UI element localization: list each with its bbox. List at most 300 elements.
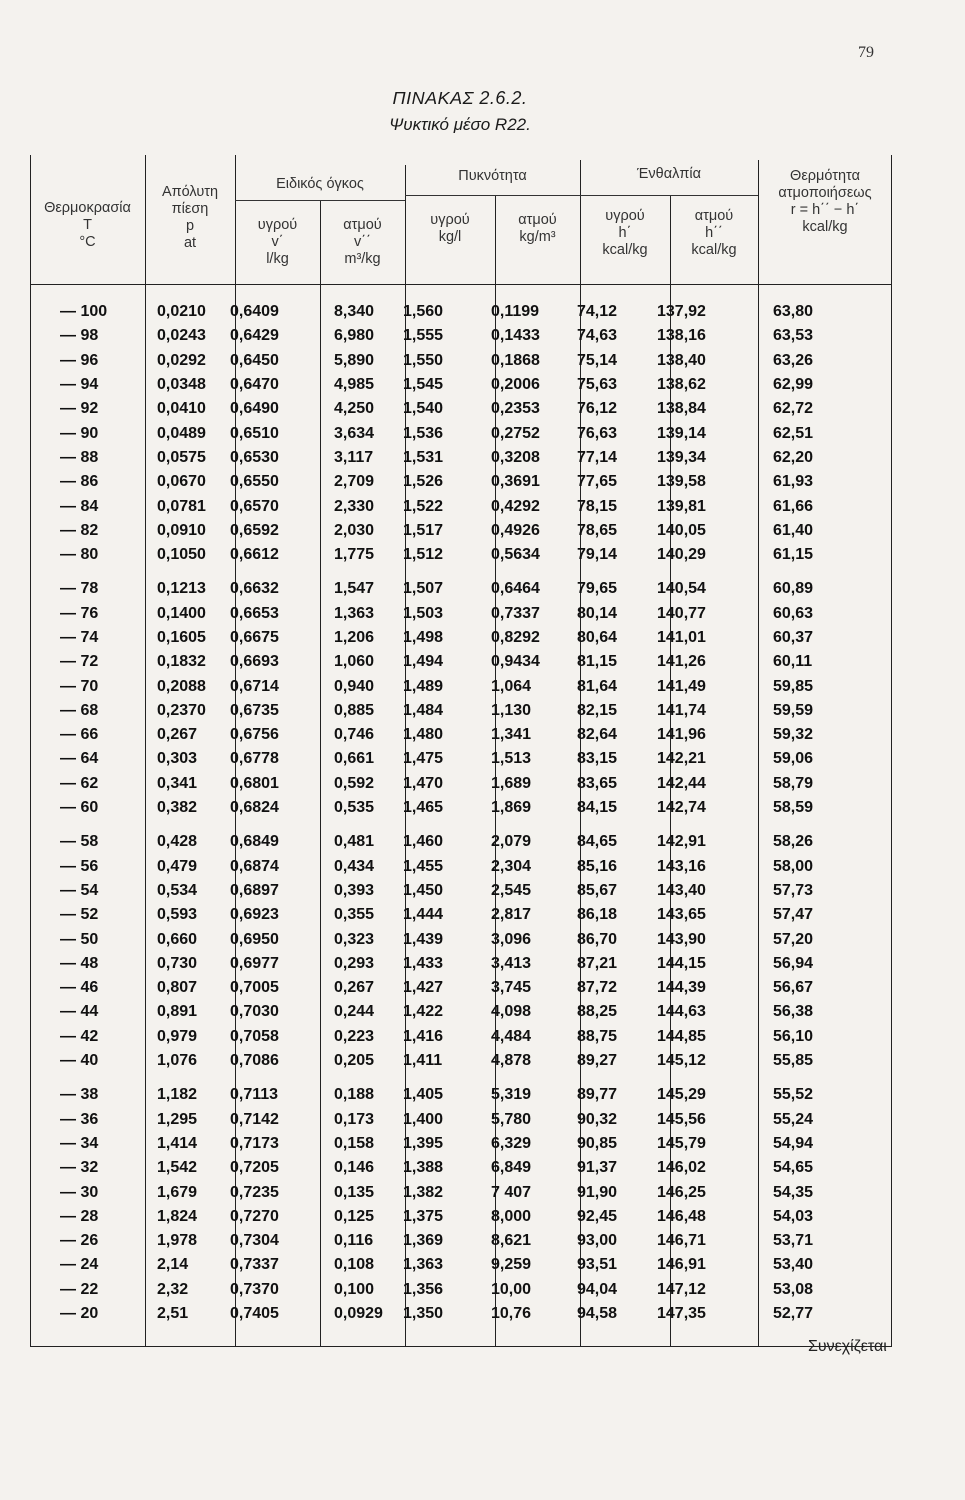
hdr-underline-enthalpy <box>580 195 758 196</box>
cell-specific-volume-vapor: 4,250 <box>334 400 375 418</box>
cell-density-vapor: 0,6464 <box>491 580 540 598</box>
cell-pressure: 1,542 <box>157 1159 198 1177</box>
table-row <box>30 927 892 951</box>
cell-enthalpy-liquid: 75,14 <box>577 351 618 369</box>
cell-temperature: — 90 <box>60 424 99 442</box>
cell-enthalpy-liquid: 79,14 <box>577 546 618 564</box>
cell-temperature: — 20 <box>60 1305 99 1323</box>
cell-density-vapor: 0,8292 <box>491 629 540 646</box>
cell-specific-volume-vapor: 8,340 <box>334 303 375 321</box>
cell-specific-volume-vapor: 0,100 <box>334 1280 375 1298</box>
cell-enthalpy-liquid: 75,63 <box>577 376 618 394</box>
cell-enthalpy-liquid: 76,63 <box>577 424 618 442</box>
table-row <box>30 830 892 854</box>
cell-density-vapor: 8,000 <box>491 1207 532 1225</box>
cell-density-liquid: 1,480 <box>403 726 444 744</box>
cell-density-vapor: 7 407 <box>491 1183 532 1201</box>
cell-specific-volume-liquid: 0,6897 <box>230 881 279 899</box>
cell-enthalpy-vapor: 140,77 <box>657 604 706 622</box>
cell-temperature: — 62 <box>60 774 99 792</box>
header-latent-heat-unit: kcal/kg <box>802 219 848 235</box>
cell-specific-volume-liquid: 0,6824 <box>230 799 279 817</box>
cell-specific-volume-liquid: 0,6735 <box>230 701 279 719</box>
cell-specific-volume-vapor: 2,709 <box>334 473 375 491</box>
cell-density-liquid: 1,465 <box>403 799 444 817</box>
cell-temperature: — 88 <box>60 448 99 466</box>
table-row <box>30 650 892 674</box>
cell-density-vapor: 2,817 <box>491 906 532 924</box>
cell-enthalpy-vapor: 144,63 <box>657 1003 706 1021</box>
cell-enthalpy-liquid: 79,65 <box>577 580 618 598</box>
cell-enthalpy-liquid: 80,14 <box>577 604 618 622</box>
cell-specific-volume-liquid: 0,6632 <box>230 580 279 598</box>
cell-enthalpy-vapor: 142,21 <box>657 750 706 768</box>
cell-temperature: — 80 <box>60 546 99 564</box>
cell-density-vapor: 0,2353 <box>491 400 540 418</box>
cell-density-vapor: 6,329 <box>491 1134 532 1152</box>
cell-latent-heat: 60,11 <box>773 653 813 671</box>
cell-density-liquid: 1,489 <box>403 677 444 695</box>
table-row <box>30 952 892 976</box>
cell-specific-volume-vapor: 2,330 <box>334 497 375 515</box>
cell-enthalpy-liquid: 86,70 <box>577 930 618 948</box>
cell-enthalpy-vapor: 146,91 <box>657 1256 706 1274</box>
cell-specific-volume-liquid: 0,7142 <box>230 1110 279 1128</box>
cell-pressure: 1,414 <box>157 1134 198 1152</box>
cell-density-liquid: 1,369 <box>403 1232 444 1250</box>
cell-enthalpy-liquid: 94,58 <box>577 1305 618 1323</box>
table-row <box>30 879 892 903</box>
cell-latent-heat: 56,38 <box>773 1003 814 1021</box>
cell-density-liquid: 1,498 <box>403 629 444 646</box>
cell-enthalpy-liquid: 78,65 <box>577 521 618 539</box>
cell-enthalpy-vapor: 143,40 <box>657 881 706 899</box>
cell-latent-heat: 61,93 <box>773 473 814 491</box>
cell-temperature: — 40 <box>60 1052 99 1070</box>
cell-specific-volume-vapor: 1,206 <box>334 629 375 646</box>
header-h-liquid-symbol: h΄ <box>618 225 632 241</box>
header-d-vapor <box>495 212 580 246</box>
cell-specific-volume-liquid: 0,7304 <box>230 1232 279 1250</box>
cell-density-vapor: 8,621 <box>491 1232 532 1250</box>
cell-density-liquid: 1,536 <box>403 424 444 442</box>
header-latent-heat <box>758 168 892 236</box>
table-row <box>30 976 892 1000</box>
cell-pressure: 0,2088 <box>157 677 206 695</box>
cell-latent-heat: 53,71 <box>773 1232 814 1250</box>
cell-latent-heat: 58,59 <box>773 799 814 817</box>
cell-specific-volume-vapor: 5,890 <box>334 351 375 369</box>
cell-temperature: — 56 <box>60 857 99 875</box>
table-row <box>30 324 892 348</box>
cell-enthalpy-vapor: 140,54 <box>657 580 706 598</box>
header-sv-liquid-label: υγρού <box>257 217 298 233</box>
header-pressure-label-2: πίεση <box>171 201 209 217</box>
cell-density-vapor: 0,1868 <box>491 351 540 369</box>
table-row <box>30 1205 892 1229</box>
cell-specific-volume-liquid: 0,6612 <box>230 546 279 564</box>
cell-enthalpy-vapor: 146,48 <box>657 1207 706 1225</box>
table-subtitle: Ψυκτικό μέσο R22. <box>389 115 531 134</box>
cell-temperature: — 78 <box>60 580 99 598</box>
cell-enthalpy-liquid: 82,64 <box>577 726 618 744</box>
cell-enthalpy-liquid: 86,18 <box>577 906 618 924</box>
cell-enthalpy-vapor: 141,74 <box>657 701 706 719</box>
cell-latent-heat: 55,52 <box>773 1086 814 1104</box>
cell-temperature: — 58 <box>60 833 99 851</box>
cell-pressure: 1,076 <box>157 1052 198 1070</box>
cell-density-vapor: 1,064 <box>491 677 532 695</box>
table-row <box>30 1049 892 1073</box>
header-h-vapor-symbol: h΄΄ <box>705 225 723 241</box>
cell-temperature: — 86 <box>60 473 99 491</box>
cell-enthalpy-vapor: 141,26 <box>657 653 706 671</box>
cell-latent-heat: 53,08 <box>773 1280 814 1298</box>
cell-latent-heat: 58,00 <box>773 857 814 875</box>
table-row <box>30 602 892 626</box>
cell-pressure: 0,534 <box>157 881 198 899</box>
table-row <box>30 397 892 421</box>
cell-pressure: 2,32 <box>157 1280 189 1298</box>
cell-latent-heat: 61,40 <box>773 521 814 539</box>
cell-temperature: — 74 <box>60 629 99 646</box>
table-row <box>30 349 892 373</box>
cell-latent-heat: 55,85 <box>773 1052 814 1070</box>
cell-latent-heat: 61,66 <box>773 497 814 515</box>
header-specific-volume: Ειδικός όγκος <box>276 176 364 192</box>
cell-density-liquid: 1,450 <box>403 881 444 899</box>
cell-specific-volume-liquid: 0,6450 <box>230 351 279 369</box>
cell-temperature: — 60 <box>60 799 99 817</box>
header-h-vapor-unit: kcal/kg <box>691 242 737 258</box>
header-temperature-label: Θερμοκρασία <box>44 200 131 216</box>
cell-pressure: 1,182 <box>157 1086 198 1104</box>
cell-specific-volume-liquid: 0,6693 <box>230 653 279 671</box>
cell-specific-volume-liquid: 0,7337 <box>230 1256 279 1274</box>
header-rule <box>30 284 892 285</box>
table-row <box>30 1253 892 1277</box>
header-sv-liquid-symbol: v΄ <box>271 234 284 250</box>
header-d-vapor-unit: kg/m³ <box>519 229 556 245</box>
cell-enthalpy-vapor: 144,15 <box>657 954 706 972</box>
cell-density-vapor: 0,5634 <box>491 546 540 564</box>
cell-enthalpy-vapor: 139,81 <box>657 497 706 515</box>
cell-enthalpy-liquid: 83,15 <box>577 750 618 768</box>
cell-enthalpy-liquid: 77,14 <box>577 448 618 466</box>
cell-enthalpy-vapor: 145,29 <box>657 1086 706 1104</box>
table-row <box>30 494 892 518</box>
cell-density-liquid: 1,517 <box>403 521 444 539</box>
cell-specific-volume-liquid: 0,6490 <box>230 400 279 418</box>
cell-pressure: 0,1832 <box>157 653 206 671</box>
table-row <box>30 699 892 723</box>
cell-enthalpy-liquid: 76,12 <box>577 400 618 418</box>
cell-latent-heat: 62,51 <box>773 424 814 442</box>
cell-specific-volume-liquid: 0,7086 <box>230 1052 279 1070</box>
cell-density-vapor: 0,1199 <box>491 303 540 321</box>
header-d-liquid <box>405 212 495 246</box>
header-latent-heat-formula: r = h΄΄ − h΄ <box>790 202 860 218</box>
cell-specific-volume-vapor: 0,355 <box>334 906 375 924</box>
cell-density-vapor: 0,4292 <box>491 497 540 515</box>
cell-enthalpy-liquid: 80,64 <box>577 629 618 646</box>
cell-enthalpy-liquid: 74,12 <box>577 303 618 321</box>
cell-density-liquid: 1,531 <box>403 448 444 466</box>
cell-density-vapor: 4,878 <box>491 1052 532 1070</box>
cell-specific-volume-liquid: 0,6801 <box>230 774 279 792</box>
cell-enthalpy-vapor: 139,34 <box>657 448 706 466</box>
cell-density-vapor: 2,304 <box>491 857 532 875</box>
cell-latent-heat: 56,94 <box>773 954 814 972</box>
cell-pressure: 0,730 <box>157 954 198 972</box>
cell-enthalpy-vapor: 142,44 <box>657 774 706 792</box>
cell-density-liquid: 1,494 <box>403 653 444 671</box>
cell-pressure: 0,0910 <box>157 521 206 539</box>
cell-density-vapor: 3,096 <box>491 930 532 948</box>
row-group <box>30 1083 892 1326</box>
cell-density-vapor: 2,079 <box>491 833 532 851</box>
table-row <box>30 470 892 494</box>
cell-specific-volume-liquid: 0,7235 <box>230 1183 279 1201</box>
cell-density-vapor: 3,413 <box>491 954 532 972</box>
cell-latent-heat: 56,10 <box>773 1027 814 1045</box>
cell-enthalpy-vapor: 141,96 <box>657 726 706 744</box>
cell-enthalpy-vapor: 145,56 <box>657 1110 706 1128</box>
cell-latent-heat: 57,73 <box>773 881 814 899</box>
cell-enthalpy-vapor: 139,58 <box>657 473 706 491</box>
cell-pressure: 1,679 <box>157 1183 198 1201</box>
cell-latent-heat: 63,53 <box>773 327 814 345</box>
cell-latent-heat: 56,67 <box>773 979 814 997</box>
cell-specific-volume-vapor: 0,146 <box>334 1159 375 1177</box>
cell-density-vapor: 4,098 <box>491 1003 532 1021</box>
cell-specific-volume-liquid: 0,6923 <box>230 906 279 924</box>
cell-enthalpy-vapor: 146,71 <box>657 1232 706 1250</box>
cell-temperature: — 66 <box>60 726 99 744</box>
cell-specific-volume-vapor: 0,188 <box>334 1086 375 1104</box>
table-row <box>30 747 892 771</box>
cell-specific-volume-vapor: 0,661 <box>334 750 375 768</box>
cell-specific-volume-vapor: 0,0929 <box>334 1305 383 1323</box>
cell-density-vapor: 6,849 <box>491 1159 532 1177</box>
cell-specific-volume-vapor: 0,125 <box>334 1207 375 1225</box>
cell-density-liquid: 1,350 <box>403 1305 444 1323</box>
header-d-liquid-label: υγρού <box>430 212 470 228</box>
cell-latent-heat: 59,32 <box>773 726 814 744</box>
cell-density-vapor: 5,780 <box>491 1110 532 1128</box>
header-enthalpy: Ένθαλπία <box>637 166 701 182</box>
cell-specific-volume-vapor: 0,746 <box>334 726 375 744</box>
cell-density-liquid: 1,545 <box>403 376 444 394</box>
cell-specific-volume-vapor: 0,940 <box>334 677 375 695</box>
header-pressure-symbol: p <box>185 218 195 234</box>
header-latent-heat-label-2: ατμοποιήσεως <box>778 185 872 201</box>
cell-specific-volume-vapor: 0,592 <box>334 774 375 792</box>
cell-enthalpy-liquid: 77,65 <box>577 473 618 491</box>
cell-latent-heat: 57,47 <box>773 906 814 924</box>
cell-temperature: — 50 <box>60 930 99 948</box>
table-row <box>30 1025 892 1049</box>
cell-density-liquid: 1,433 <box>403 954 444 972</box>
header-pressure-unit: at <box>183 235 197 251</box>
cell-specific-volume-vapor: 0,108 <box>334 1256 375 1274</box>
header-temperature-symbol: T <box>83 217 92 233</box>
cell-temperature: — 48 <box>60 954 99 972</box>
cell-density-liquid: 1,540 <box>403 400 444 418</box>
cell-density-liquid: 1,439 <box>403 930 444 948</box>
cell-temperature: — 34 <box>60 1134 99 1152</box>
cell-density-liquid: 1,363 <box>403 1256 444 1274</box>
cell-enthalpy-vapor: 140,29 <box>657 546 706 564</box>
cell-enthalpy-vapor: 143,90 <box>657 930 706 948</box>
cell-density-liquid: 1,444 <box>403 906 444 924</box>
cell-density-vapor: 10,00 <box>491 1280 532 1298</box>
table-row <box>30 796 892 820</box>
cell-enthalpy-liquid: 94,04 <box>577 1280 618 1298</box>
cell-latent-heat: 63,80 <box>773 303 814 321</box>
cell-temperature: — 44 <box>60 1003 99 1021</box>
cell-specific-volume-liquid: 0,6977 <box>230 954 279 972</box>
table-row <box>30 626 892 650</box>
cell-enthalpy-vapor: 146,25 <box>657 1183 706 1201</box>
table-row <box>30 1229 892 1253</box>
cell-density-liquid: 1,411 <box>403 1052 443 1070</box>
cell-specific-volume-vapor: 0,173 <box>334 1110 375 1128</box>
cell-density-liquid: 1,422 <box>403 1003 444 1021</box>
cell-density-vapor: 10,76 <box>491 1305 532 1323</box>
cell-specific-volume-vapor: 1,775 <box>334 546 375 564</box>
cell-enthalpy-liquid: 89,77 <box>577 1086 618 1104</box>
cell-latent-heat: 53,40 <box>773 1256 814 1274</box>
cell-latent-heat: 61,15 <box>773 546 814 564</box>
cell-density-liquid: 1,526 <box>403 473 444 491</box>
cell-enthalpy-liquid: 81,64 <box>577 677 618 695</box>
cell-specific-volume-vapor: 0,116 <box>334 1232 374 1250</box>
cell-enthalpy-vapor: 142,74 <box>657 799 706 817</box>
cell-pressure: 0,303 <box>157 750 198 768</box>
cell-pressure: 0,0670 <box>157 473 206 491</box>
header-h-vapor-label: ατμού <box>694 208 734 224</box>
table-row <box>30 1000 892 1024</box>
cell-temperature: — 72 <box>60 653 99 671</box>
cell-specific-volume-liquid: 0,6653 <box>230 604 279 622</box>
cell-pressure: 0,979 <box>157 1027 198 1045</box>
table-row <box>30 1180 892 1204</box>
cell-density-liquid: 1,550 <box>403 351 444 369</box>
cell-specific-volume-vapor: 2,030 <box>334 521 375 539</box>
cell-specific-volume-liquid: 0,6675 <box>230 629 279 646</box>
cell-pressure: 0,593 <box>157 906 198 924</box>
cell-density-vapor: 1,689 <box>491 774 532 792</box>
header-pressure-label-1: Απόλυτη <box>161 184 219 200</box>
cell-temperature: — 54 <box>60 881 99 899</box>
table-row <box>30 1302 892 1326</box>
cell-density-vapor: 9,259 <box>491 1256 532 1274</box>
cell-specific-volume-vapor: 6,980 <box>334 327 375 345</box>
table-body <box>30 300 892 1336</box>
cell-latent-heat: 60,89 <box>773 580 814 598</box>
cell-specific-volume-liquid: 0,6592 <box>230 521 279 539</box>
cell-temperature: — 46 <box>60 979 99 997</box>
cell-temperature: — 100 <box>60 303 108 321</box>
cell-density-liquid: 1,375 <box>403 1207 444 1225</box>
cell-density-vapor: 0,2752 <box>491 424 540 442</box>
cell-specific-volume-vapor: 0,535 <box>334 799 375 817</box>
cell-enthalpy-vapor: 147,35 <box>657 1305 706 1323</box>
cell-specific-volume-liquid: 0,6409 <box>230 303 279 321</box>
header-d-vapor-label: ατμού <box>518 212 557 228</box>
table-row <box>30 421 892 445</box>
cell-pressure: 0,0575 <box>157 448 206 466</box>
cell-enthalpy-vapor: 139,14 <box>657 424 706 442</box>
cell-density-liquid: 1,512 <box>403 546 444 564</box>
header-h-liquid-label: υγρού <box>605 208 645 224</box>
cell-enthalpy-liquid: 89,27 <box>577 1052 618 1070</box>
cell-enthalpy-vapor: 143,16 <box>657 857 706 875</box>
cell-specific-volume-liquid: 0,6950 <box>230 930 279 948</box>
cell-latent-heat: 52,77 <box>773 1305 814 1323</box>
cell-latent-heat: 54,03 <box>773 1207 814 1225</box>
cell-density-vapor: 0,3691 <box>491 473 540 491</box>
cell-specific-volume-liquid: 0,6874 <box>230 857 279 875</box>
cell-density-vapor: 1,869 <box>491 799 532 817</box>
cell-specific-volume-liquid: 0,7405 <box>230 1305 279 1323</box>
cell-density-liquid: 1,560 <box>403 303 444 321</box>
cell-pressure: 0,0210 <box>157 303 206 321</box>
cell-enthalpy-liquid: 83,65 <box>577 774 618 792</box>
cell-specific-volume-vapor: 0,135 <box>334 1183 375 1201</box>
cell-pressure: 0,807 <box>157 979 198 997</box>
cell-latent-heat: 63,26 <box>773 351 814 369</box>
cell-density-liquid: 1,522 <box>403 497 444 515</box>
table-row <box>30 723 892 747</box>
table-row <box>30 519 892 543</box>
cell-specific-volume-liquid: 0,6429 <box>230 327 279 345</box>
cell-density-vapor: 4,484 <box>491 1027 532 1045</box>
cell-pressure: 2,51 <box>157 1305 189 1323</box>
table-row <box>30 373 892 397</box>
cell-enthalpy-vapor: 138,16 <box>657 327 706 345</box>
cell-pressure: 2,14 <box>157 1256 189 1274</box>
cell-enthalpy-vapor: 142,91 <box>657 833 706 851</box>
title-block <box>300 88 620 135</box>
cell-temperature: — 94 <box>60 376 99 394</box>
cell-latent-heat: 60,63 <box>773 604 814 622</box>
cell-temperature: — 82 <box>60 521 99 539</box>
cell-enthalpy-vapor: 141,01 <box>657 629 706 646</box>
cell-specific-volume-vapor: 0,393 <box>334 881 375 899</box>
cell-enthalpy-liquid: 82,15 <box>577 701 618 719</box>
header-h-vapor <box>670 208 758 259</box>
cell-pressure: 0,1605 <box>157 629 206 646</box>
cell-pressure: 0,0410 <box>157 400 206 418</box>
cell-pressure: 1,295 <box>157 1110 198 1128</box>
cell-enthalpy-vapor: 138,40 <box>657 351 706 369</box>
cell-density-liquid: 1,395 <box>403 1134 444 1152</box>
cell-enthalpy-liquid: 81,15 <box>577 653 618 671</box>
cell-density-liquid: 1,356 <box>403 1280 444 1298</box>
cell-enthalpy-liquid: 78,15 <box>577 497 618 515</box>
cell-temperature: — 26 <box>60 1232 99 1250</box>
row-group <box>30 830 892 1073</box>
table-row <box>30 903 892 927</box>
table-row <box>30 855 892 879</box>
cell-density-liquid: 1,484 <box>403 701 444 719</box>
cell-enthalpy-vapor: 138,84 <box>657 400 706 418</box>
cell-specific-volume-liquid: 0,6849 <box>230 833 279 851</box>
cell-enthalpy-vapor: 146,02 <box>657 1159 706 1177</box>
cell-enthalpy-vapor: 145,79 <box>657 1134 706 1152</box>
